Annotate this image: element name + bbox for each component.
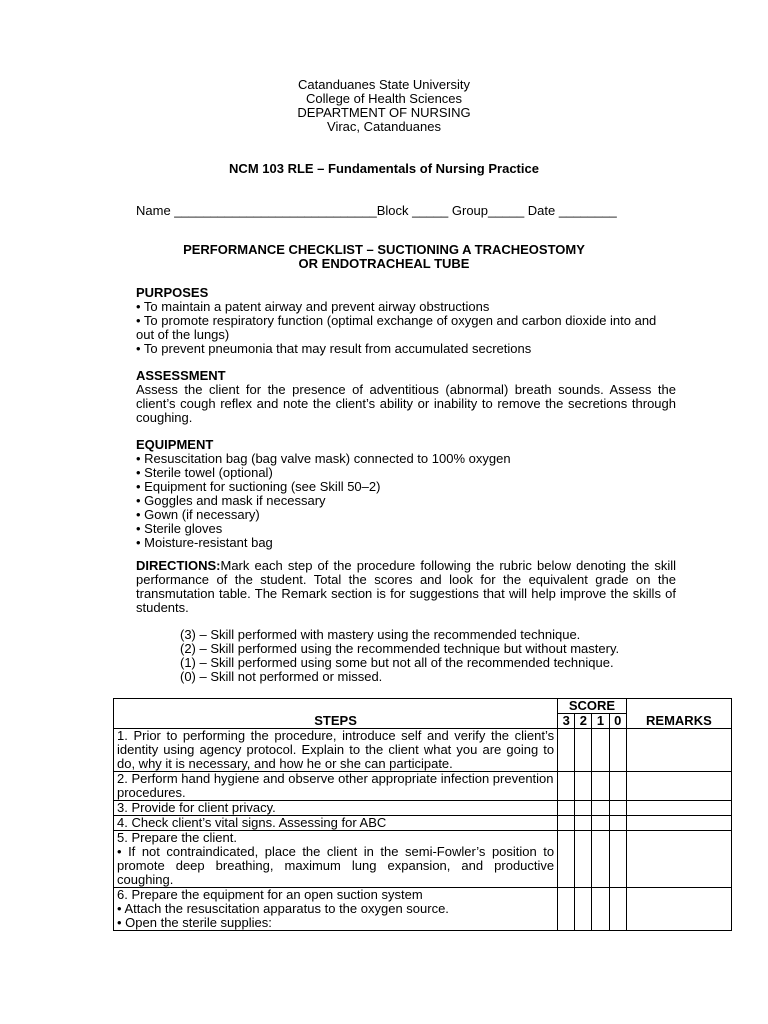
student-info-line: Name ____________________________Block _____ Group_____ Date ________ [136, 203, 617, 218]
step-text: 6. Prepare the equipment for an open suction system [117, 887, 423, 902]
table-row [114, 801, 732, 816]
score-cell-1[interactable] [592, 888, 609, 931]
equipment-item: • Sterile towel (optional) [136, 465, 273, 480]
purposes-section [136, 286, 676, 356]
step-subtext: • If not contraindicated, place the client in the semi-Fowler’s position to promote deep breathing, maximum lung expansion, and productive coughing. [117, 844, 555, 887]
table-row [114, 772, 732, 801]
rubric-item: (2) – Skill performed using the recommended technique but without mastery. [180, 641, 620, 656]
score-cell-3[interactable] [558, 816, 575, 831]
purpose-item: • To prevent pneumonia that may result from accumulated secretions [136, 341, 532, 356]
score-cell-1[interactable] [592, 729, 609, 772]
checklist-title-line-1: PERFORMANCE CHECKLIST – SUCTIONING A TRACHEOSTOMY [183, 242, 585, 257]
purpose-item: • To promote respiratory function (optimal exchange of oxygen and carbon dioxide into and out of the lungs) [136, 313, 657, 342]
checklist-title [0, 243, 768, 271]
checklist-title-line-2: OR ENDOTRACHEAL TUBE [298, 256, 470, 271]
score-cell-0[interactable] [609, 801, 626, 816]
equipment-list [136, 452, 676, 550]
directions-label: DIRECTIONS: [136, 558, 221, 573]
score-cell-1[interactable] [592, 772, 609, 801]
directions-text: Mark each step of the procedure following the rubric below denoting the skill performance of the student. Total the scores and look for the equivalent grade on the transmutation table. The Remark section is for suggestions that will help improve the skills of students. [136, 558, 676, 615]
score-cell-1[interactable] [592, 831, 609, 888]
score-col-0: 0 [609, 714, 626, 729]
score-cell-2[interactable] [575, 816, 592, 831]
course-title: NCM 103 RLE – Fundamentals of Nursing Practice [229, 161, 539, 176]
college-name: College of Health Sciences [305, 91, 463, 106]
step-text: 3. Provide for client privacy. [114, 801, 558, 816]
score-cell-2[interactable] [575, 888, 592, 931]
score-cell-0[interactable] [609, 772, 626, 801]
department-name: DEPARTMENT OF NURSING [297, 105, 471, 120]
rubric-list [180, 628, 619, 684]
institution-header [0, 78, 768, 134]
score-cell-2[interactable] [575, 801, 592, 816]
score-cell-3[interactable] [558, 801, 575, 816]
equipment-heading: EQUIPMENT [136, 437, 214, 452]
score-cell-2[interactable] [575, 831, 592, 888]
table-row [114, 729, 732, 772]
university-name: Catanduanes State University [298, 77, 470, 92]
score-cell-2[interactable] [575, 729, 592, 772]
purpose-item: • To maintain a patent airway and prevent airway obstructions [136, 299, 490, 314]
score-cell-2[interactable] [575, 772, 592, 801]
equipment-item: • Goggles and mask if necessary [136, 493, 326, 508]
step-text: 4. Check client’s vital signs. Assessing for ABC [114, 816, 558, 831]
step-text: 2. Perform hand hygiene and observe other appropriate infection prevention procedures. [114, 772, 558, 801]
rubric-item: (3) – Skill performed with mastery using the recommended technique. [180, 627, 581, 642]
score-header: SCORE [558, 699, 627, 714]
equipment-section [136, 438, 676, 550]
equipment-item: • Resuscitation bag (bag valve mask) connected to 100% oxygen [136, 451, 511, 466]
equipment-item: • Equipment for suctioning (see Skill 50–2) [136, 479, 381, 494]
assessment-text: Assess the client for the presence of adventitious (abnormal) breath sounds. Assess the client’s cough reflex and note the client’s ability or inability to remove the secretions through coughing. [136, 382, 676, 425]
score-col-2: 2 [575, 714, 592, 729]
directions-section [136, 559, 676, 615]
remarks-cell[interactable] [626, 888, 731, 931]
remarks-cell[interactable] [626, 816, 731, 831]
equipment-item: • Gown (if necessary) [136, 507, 260, 522]
table-row [114, 816, 732, 831]
remarks-cell[interactable] [626, 772, 731, 801]
assessment-section [136, 369, 676, 425]
location: Virac, Catanduanes [327, 119, 441, 134]
score-cell-3[interactable] [558, 831, 575, 888]
purposes-heading: PURPOSES [136, 285, 209, 300]
rubric-item: (1) – Skill performed using some but not all of the recommended technique. [180, 655, 614, 670]
score-col-3: 3 [558, 714, 575, 729]
score-cell-3[interactable] [558, 888, 575, 931]
table-row [114, 888, 732, 931]
table-header-row [114, 699, 732, 714]
remarks-cell[interactable] [626, 729, 731, 772]
step-subtext: • Attach the resuscitation apparatus to the oxygen source. [117, 901, 449, 916]
remarks-cell[interactable] [626, 801, 731, 816]
score-cell-1[interactable] [592, 816, 609, 831]
score-cell-0[interactable] [609, 729, 626, 772]
score-cell-0[interactable] [609, 816, 626, 831]
step-cell [114, 831, 558, 888]
score-col-1: 1 [592, 714, 609, 729]
remarks-header: REMARKS [626, 699, 731, 729]
score-cell-0[interactable] [609, 888, 626, 931]
step-text: 1. Prior to performing the procedure, introduce self and verify the client’s identity using agency protocol. Explain to the client what you are going to do, why it is necessary, and how he or she can participate. [114, 729, 558, 772]
table-row [114, 831, 732, 888]
score-cell-3[interactable] [558, 729, 575, 772]
purposes-list [136, 300, 676, 356]
step-subtext: • Open the sterile supplies: [117, 915, 272, 930]
rubric-item: (0) – Skill not performed or missed. [180, 669, 383, 684]
assessment-heading: ASSESSMENT [136, 368, 226, 383]
steps-header: STEPS [114, 699, 558, 729]
equipment-item: • Moisture-resistant bag [136, 535, 273, 550]
step-cell [114, 888, 558, 931]
score-cell-0[interactable] [609, 831, 626, 888]
checklist-table [113, 698, 732, 931]
step-text: 5. Prepare the client. [117, 830, 237, 845]
score-cell-3[interactable] [558, 772, 575, 801]
score-cell-1[interactable] [592, 801, 609, 816]
equipment-item: • Sterile gloves [136, 521, 223, 536]
remarks-cell[interactable] [626, 831, 731, 888]
